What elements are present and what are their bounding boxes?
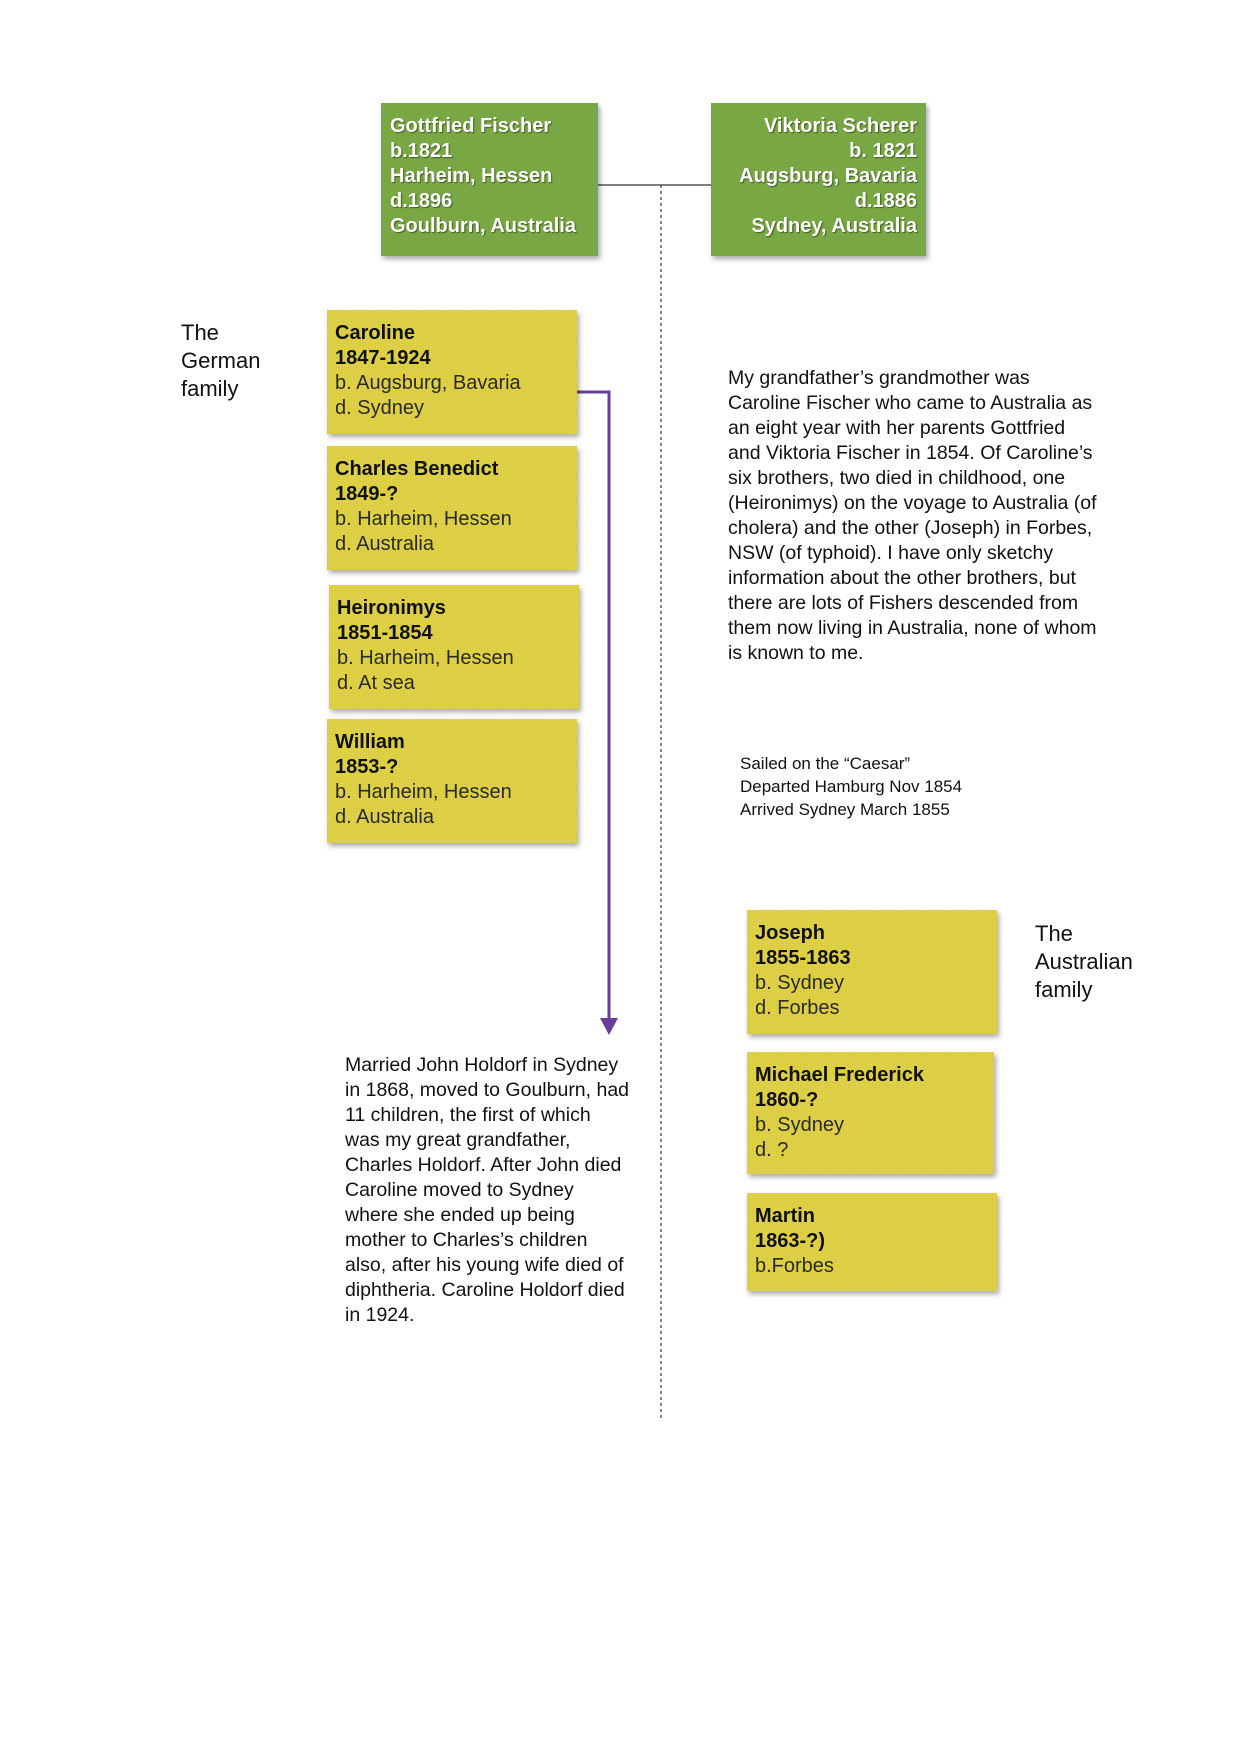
mother-box xyxy=(711,103,926,256)
voyage-details xyxy=(740,752,962,821)
child-born: b.Forbes xyxy=(755,1255,834,1277)
child-born: b. Harheim, Hessen xyxy=(337,647,514,669)
father-died: d.1896 xyxy=(390,190,453,212)
voyage-arrived: Arrived Sydney March 1855 xyxy=(740,800,950,819)
father-born: b.1821 xyxy=(390,140,453,162)
child-box-william xyxy=(327,719,577,843)
child-dates: 1863-?) xyxy=(755,1230,826,1252)
caroline-arrowhead xyxy=(600,1018,618,1035)
mother-name: Viktoria Scherer xyxy=(763,115,917,137)
family-narrative: My grandfather’s grandmother was Caroline Fischer who came to Australia as an eight year with her parents Gottfried and Viktoria Fischer in 1854. Of Caroline’s six brothers, two died in childhood, one (Heironimys) on the voyage to Australia (of cholera) and the other (Joseph) in Forbes, NSW (of typhoid). I have only sketchy information about the other brothers, but there are lots of Fishers descended from them now living in Australia, none of whom is known to me. xyxy=(728,367,1097,664)
child-dates: 1860-? xyxy=(755,1089,819,1111)
father-birthplace: Harheim, Hessen xyxy=(390,165,553,187)
child-box-charles-benedict xyxy=(327,446,577,570)
child-born: b. Harheim, Hessen xyxy=(335,781,512,803)
child-born: b. Sydney xyxy=(755,972,844,994)
child-died: d. Forbes xyxy=(755,997,840,1019)
child-box-heironimys xyxy=(329,585,579,709)
child-name: William xyxy=(335,731,405,753)
mother-born: b. 1821 xyxy=(849,140,917,162)
child-dates: 1851-1854 xyxy=(337,622,433,644)
child-died: d. At sea xyxy=(337,672,415,694)
child-box-joseph xyxy=(747,910,997,1034)
child-dates: 1849-? xyxy=(335,483,399,505)
child-dates: 1847-1924 xyxy=(335,347,431,369)
father-name: Gottfried Fischer xyxy=(390,115,552,137)
child-box-michael-frederick xyxy=(747,1052,994,1174)
voyage-departed: Departed Hamburg Nov 1854 xyxy=(740,777,963,796)
child-box-martin xyxy=(747,1193,997,1291)
child-box-caroline xyxy=(327,310,577,434)
australian-family-label: The Australian family xyxy=(1035,921,1133,1002)
child-name: Joseph xyxy=(755,922,826,944)
child-dates: 1855-1863 xyxy=(755,947,851,969)
mother-deathplace: Sydney, Australia xyxy=(751,215,917,237)
german-family-label: The German family xyxy=(181,320,261,401)
child-name: Caroline xyxy=(335,322,416,344)
voyage-ship: Sailed on the “Caesar” xyxy=(740,754,911,773)
child-dates: 1853-? xyxy=(335,756,399,778)
child-died: d. Australia xyxy=(335,533,434,555)
caroline-note: Married John Holdorf in Sydney in 1868, moved to Goulburn, had 11 children, the first of which was my great grandfather, Charles Holdorf. After John died Caroline moved to Sydney where she ended up being mother to Charles’s children also, after his young wife died of diphtheria. Caroline Holdorf died in 1924. xyxy=(345,1054,630,1326)
child-born: b. Sydney xyxy=(755,1114,844,1136)
child-born: b. Augsburg, Bavaria xyxy=(335,372,521,394)
mother-died: d.1886 xyxy=(854,190,917,212)
child-name: Heironimys xyxy=(337,597,446,619)
father-box xyxy=(381,103,598,256)
child-name: Charles Benedict xyxy=(335,458,499,480)
caroline-arrow-line xyxy=(577,392,609,1018)
child-name: Michael Frederick xyxy=(755,1064,924,1086)
child-died: d. Australia xyxy=(335,806,434,828)
child-died: d. Sydney xyxy=(335,397,424,419)
child-name: Martin xyxy=(755,1205,815,1227)
father-deathplace: Goulburn, Australia xyxy=(390,215,576,237)
child-born: b. Harheim, Hessen xyxy=(335,508,512,530)
mother-birthplace: Augsburg, Bavaria xyxy=(739,165,917,187)
child-died: d. ? xyxy=(755,1139,789,1161)
